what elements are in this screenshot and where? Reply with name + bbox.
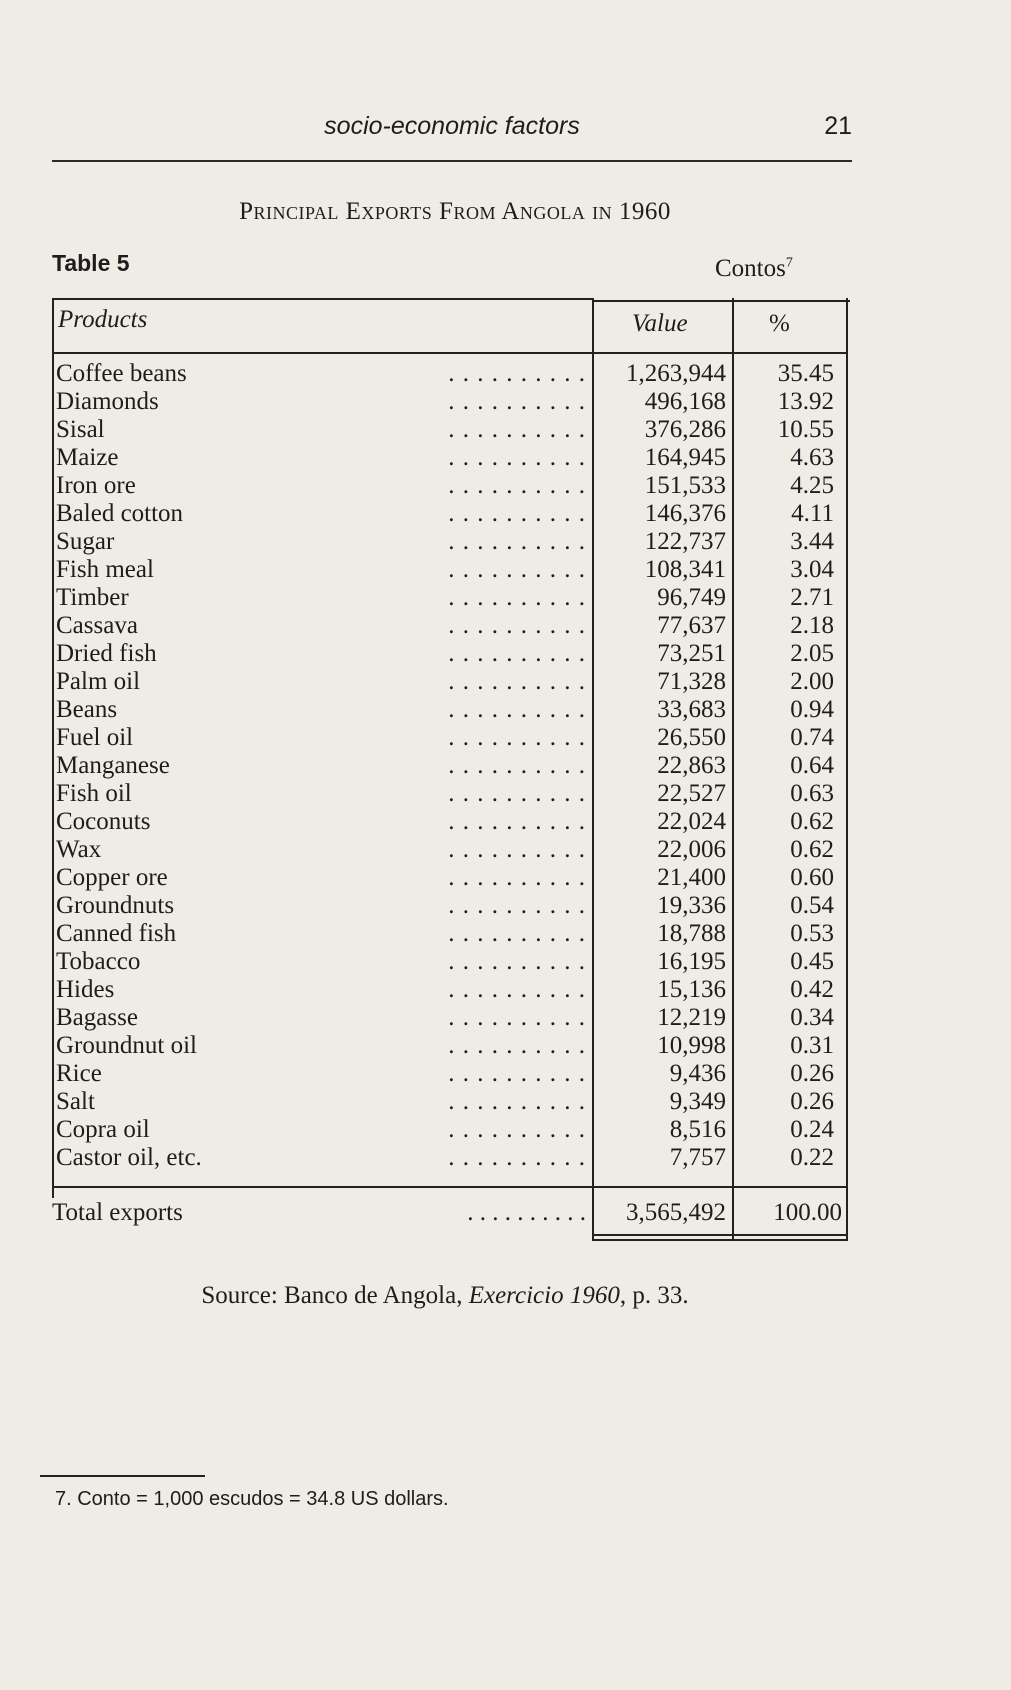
product-name: Fish meal <box>56 556 154 583</box>
leader-dots: . . . . . . . . . . <box>448 556 586 583</box>
leader-dots: . . . . . . . . . . <box>448 1060 586 1087</box>
export-percent: 0.22 <box>790 1144 834 1171</box>
export-percent: 0.62 <box>790 836 834 863</box>
total-label: Total exports <box>52 1199 183 1226</box>
export-value: 146,376 <box>644 500 726 527</box>
leader-dots: . . . . . . . . . . <box>448 444 586 471</box>
product-name: Coffee beans <box>56 360 187 387</box>
page-number: 21 <box>824 112 852 140</box>
leader-dots: . . . . . . . . . . <box>448 668 586 695</box>
leader-dots: . . . . . . . . . . <box>448 1144 586 1171</box>
leader-dots: . . . . . . . . . . <box>448 528 586 555</box>
export-value: 22,527 <box>657 780 726 807</box>
export-percent: 0.34 <box>790 1004 834 1031</box>
export-percent: 4.63 <box>790 444 834 471</box>
export-percent: 4.25 <box>790 472 834 499</box>
product-name: Diamonds <box>56 388 159 415</box>
leader-dots: . . . . . . . . . . <box>448 892 586 919</box>
product-name: Groundnut oil <box>56 1032 197 1059</box>
product-name: Canned fish <box>56 920 177 947</box>
table-row <box>52 696 850 724</box>
table-row <box>52 976 850 1004</box>
table-row <box>52 360 850 388</box>
total-row <box>52 1198 850 1228</box>
leader-dots: . . . . . . . . . . <box>448 724 586 751</box>
leader-dots: . . . . . . . . . . <box>448 752 586 779</box>
export-percent: 0.60 <box>790 864 834 891</box>
footnote: 7. Conto = 1,000 escudos = 34.8 US dollars. <box>55 1488 449 1510</box>
table-row <box>52 892 850 920</box>
product-name: Copper ore <box>56 864 168 891</box>
export-value: 19,336 <box>657 892 726 919</box>
export-percent: 3.44 <box>790 528 834 555</box>
table-row <box>52 668 850 696</box>
exports-table <box>52 298 850 1243</box>
table-top-rule <box>52 298 592 300</box>
product-name: Sugar <box>56 528 115 555</box>
header-value: Value <box>632 310 688 337</box>
leader-dots: . . . . . . . . . . <box>448 416 586 443</box>
product-name: Sisal <box>56 416 105 443</box>
product-name: Coconuts <box>56 808 151 835</box>
export-value: 376,286 <box>644 416 726 443</box>
product-name: Hides <box>56 976 115 1003</box>
leader-dots: . . . . . . . . . . <box>448 500 586 527</box>
leader-dots: . . . . . . . . . . <box>448 780 586 807</box>
product-name: Fuel oil <box>56 724 134 751</box>
table-row <box>52 472 850 500</box>
table-row <box>52 1088 850 1116</box>
unit-label <box>715 255 793 283</box>
export-percent: 0.24 <box>790 1116 834 1143</box>
export-value: 22,863 <box>657 752 726 779</box>
running-head <box>52 112 852 148</box>
export-value: 15,136 <box>657 976 726 1003</box>
export-value: 10,998 <box>657 1032 726 1059</box>
export-percent: 2.05 <box>790 640 834 667</box>
table-row <box>52 752 850 780</box>
leader-dots: . . . . . . . . . . <box>448 472 586 499</box>
table-row <box>52 388 850 416</box>
product-name: Castor oil, etc. <box>56 1144 202 1171</box>
product-name: Maize <box>56 444 119 471</box>
table-row <box>52 836 850 864</box>
export-value: 9,349 <box>669 1088 726 1115</box>
product-name: Rice <box>56 1060 102 1087</box>
total-value: 3,565,492 <box>626 1199 726 1226</box>
product-name: Fish oil <box>56 780 132 807</box>
export-value: 151,533 <box>644 472 726 499</box>
export-value: 77,637 <box>657 612 726 639</box>
table-row <box>52 864 850 892</box>
leader-dots: . . . . . . . . . . <box>448 360 586 387</box>
leader-dots: . . . . . . . . . . <box>448 612 586 639</box>
product-name: Tobacco <box>56 948 141 975</box>
export-value: 22,024 <box>657 808 726 835</box>
table-row <box>52 444 850 472</box>
table-row <box>52 808 850 836</box>
export-value: 122,737 <box>644 528 726 555</box>
leader-dots: . . . . . . . . . . <box>448 864 586 891</box>
leader-dots: . . . . . . . . . . <box>448 948 586 975</box>
export-percent: 0.45 <box>790 948 834 975</box>
unit-text: Contos <box>715 255 786 282</box>
product-name: Copra oil <box>56 1116 150 1143</box>
table-row <box>52 780 850 808</box>
leader-dots: . . . . . . . . . . <box>448 976 586 1003</box>
footnote-ref: 7 <box>785 255 793 271</box>
export-value: 21,400 <box>657 864 726 891</box>
source-prefix: Source: Banco de Angola, <box>201 1282 469 1309</box>
footnote-rule <box>40 1475 205 1477</box>
product-name: Dried fish <box>56 640 157 667</box>
product-name: Manganese <box>56 752 170 779</box>
export-percent: 0.31 <box>790 1032 834 1059</box>
bottom-rule-2 <box>592 1239 848 1241</box>
product-name: Groundnuts <box>56 892 175 919</box>
export-value: 164,945 <box>644 444 726 471</box>
export-percent: 0.54 <box>790 892 834 919</box>
header-rule <box>52 352 848 354</box>
export-percent: 0.53 <box>790 920 834 947</box>
product-name: Timber <box>56 584 129 611</box>
export-percent: 0.63 <box>790 780 834 807</box>
table-top-rule-right <box>592 300 850 302</box>
export-value: 496,168 <box>644 388 726 415</box>
export-value: 33,683 <box>657 696 726 723</box>
leader-dots: . . . . . . . . . . <box>448 696 586 723</box>
source-suffix: , p. 33. <box>619 1282 689 1309</box>
export-value: 26,550 <box>657 724 726 751</box>
export-percent: 0.64 <box>790 752 834 779</box>
export-percent: 3.04 <box>790 556 834 583</box>
product-name: Wax <box>56 836 102 863</box>
export-percent: 0.26 <box>790 1060 834 1087</box>
export-percent: 4.11 <box>791 500 834 527</box>
export-percent: 2.18 <box>790 612 834 639</box>
leader-dots: . . . . . . . . . . <box>448 640 586 667</box>
product-name: Salt <box>56 1088 95 1115</box>
table-row <box>52 920 850 948</box>
export-value: 18,788 <box>657 920 726 947</box>
running-head-title: socio-economic factors <box>324 112 580 140</box>
export-percent: 13.92 <box>777 388 834 415</box>
source-note <box>0 1282 890 1310</box>
leader-dots: . . . . . . . . . . <box>448 1032 586 1059</box>
table-row <box>52 1116 850 1144</box>
product-name: Iron ore <box>56 472 136 499</box>
export-percent: 0.42 <box>790 976 834 1003</box>
export-value: 16,195 <box>657 948 726 975</box>
export-value: 73,251 <box>657 640 726 667</box>
export-value: 108,341 <box>644 556 726 583</box>
export-value: 96,749 <box>657 584 726 611</box>
table-row <box>52 1144 850 1172</box>
table-row <box>52 1032 850 1060</box>
leader-dots: . . . . . . . . . . <box>467 1199 586 1226</box>
product-name: Cassava <box>56 612 138 639</box>
table-row <box>52 500 850 528</box>
export-value: 8,516 <box>669 1116 726 1143</box>
export-value: 1,263,944 <box>626 360 726 387</box>
leader-dots: . . . . . . . . . . <box>448 1116 586 1143</box>
total-percent: 100.00 <box>773 1199 842 1226</box>
export-percent: 35.45 <box>777 360 834 387</box>
product-name: Palm oil <box>56 668 141 695</box>
export-percent: 0.74 <box>790 724 834 751</box>
table-row <box>52 416 850 444</box>
export-percent: 0.26 <box>790 1088 834 1115</box>
export-value: 71,328 <box>657 668 726 695</box>
product-name: Beans <box>56 696 118 723</box>
leader-dots: . . . . . . . . . . <box>448 1004 586 1031</box>
export-percent: 2.71 <box>790 584 834 611</box>
table-row <box>52 612 850 640</box>
table-row <box>52 640 850 668</box>
header-rule <box>52 160 852 162</box>
leader-dots: . . . . . . . . . . <box>448 808 586 835</box>
export-percent: 2.00 <box>790 668 834 695</box>
leader-dots: . . . . . . . . . . <box>448 388 586 415</box>
leader-dots: . . . . . . . . . . <box>448 584 586 611</box>
export-percent: 0.94 <box>790 696 834 723</box>
table-row <box>52 584 850 612</box>
header-percent: % <box>769 310 790 337</box>
header-products: Products <box>58 306 148 333</box>
table-row <box>52 1060 850 1088</box>
product-name: Baled cotton <box>56 500 184 527</box>
table-row <box>52 556 850 584</box>
export-value: 22,006 <box>657 836 726 863</box>
export-percent: 0.62 <box>790 808 834 835</box>
leader-dots: . . . . . . . . . . <box>448 836 586 863</box>
table-row <box>52 948 850 976</box>
export-value: 9,436 <box>669 1060 726 1087</box>
export-value: 7,757 <box>669 1144 726 1171</box>
export-value: 12,219 <box>657 1004 726 1031</box>
total-rule <box>52 1186 848 1188</box>
export-percent: 10.55 <box>777 416 834 443</box>
source-title: Exercicio 1960 <box>468 1282 620 1309</box>
table-row <box>52 724 850 752</box>
table-row <box>52 528 850 556</box>
table-row <box>52 1004 850 1032</box>
bottom-rule-1 <box>592 1234 848 1236</box>
table-label: Table 5 <box>52 250 130 276</box>
leader-dots: . . . . . . . . . . <box>448 920 586 947</box>
leader-dots: . . . . . . . . . . <box>448 1088 586 1115</box>
product-name: Bagasse <box>56 1004 138 1031</box>
table-caption: Principal Exports From Angola in 1960 <box>239 198 671 225</box>
